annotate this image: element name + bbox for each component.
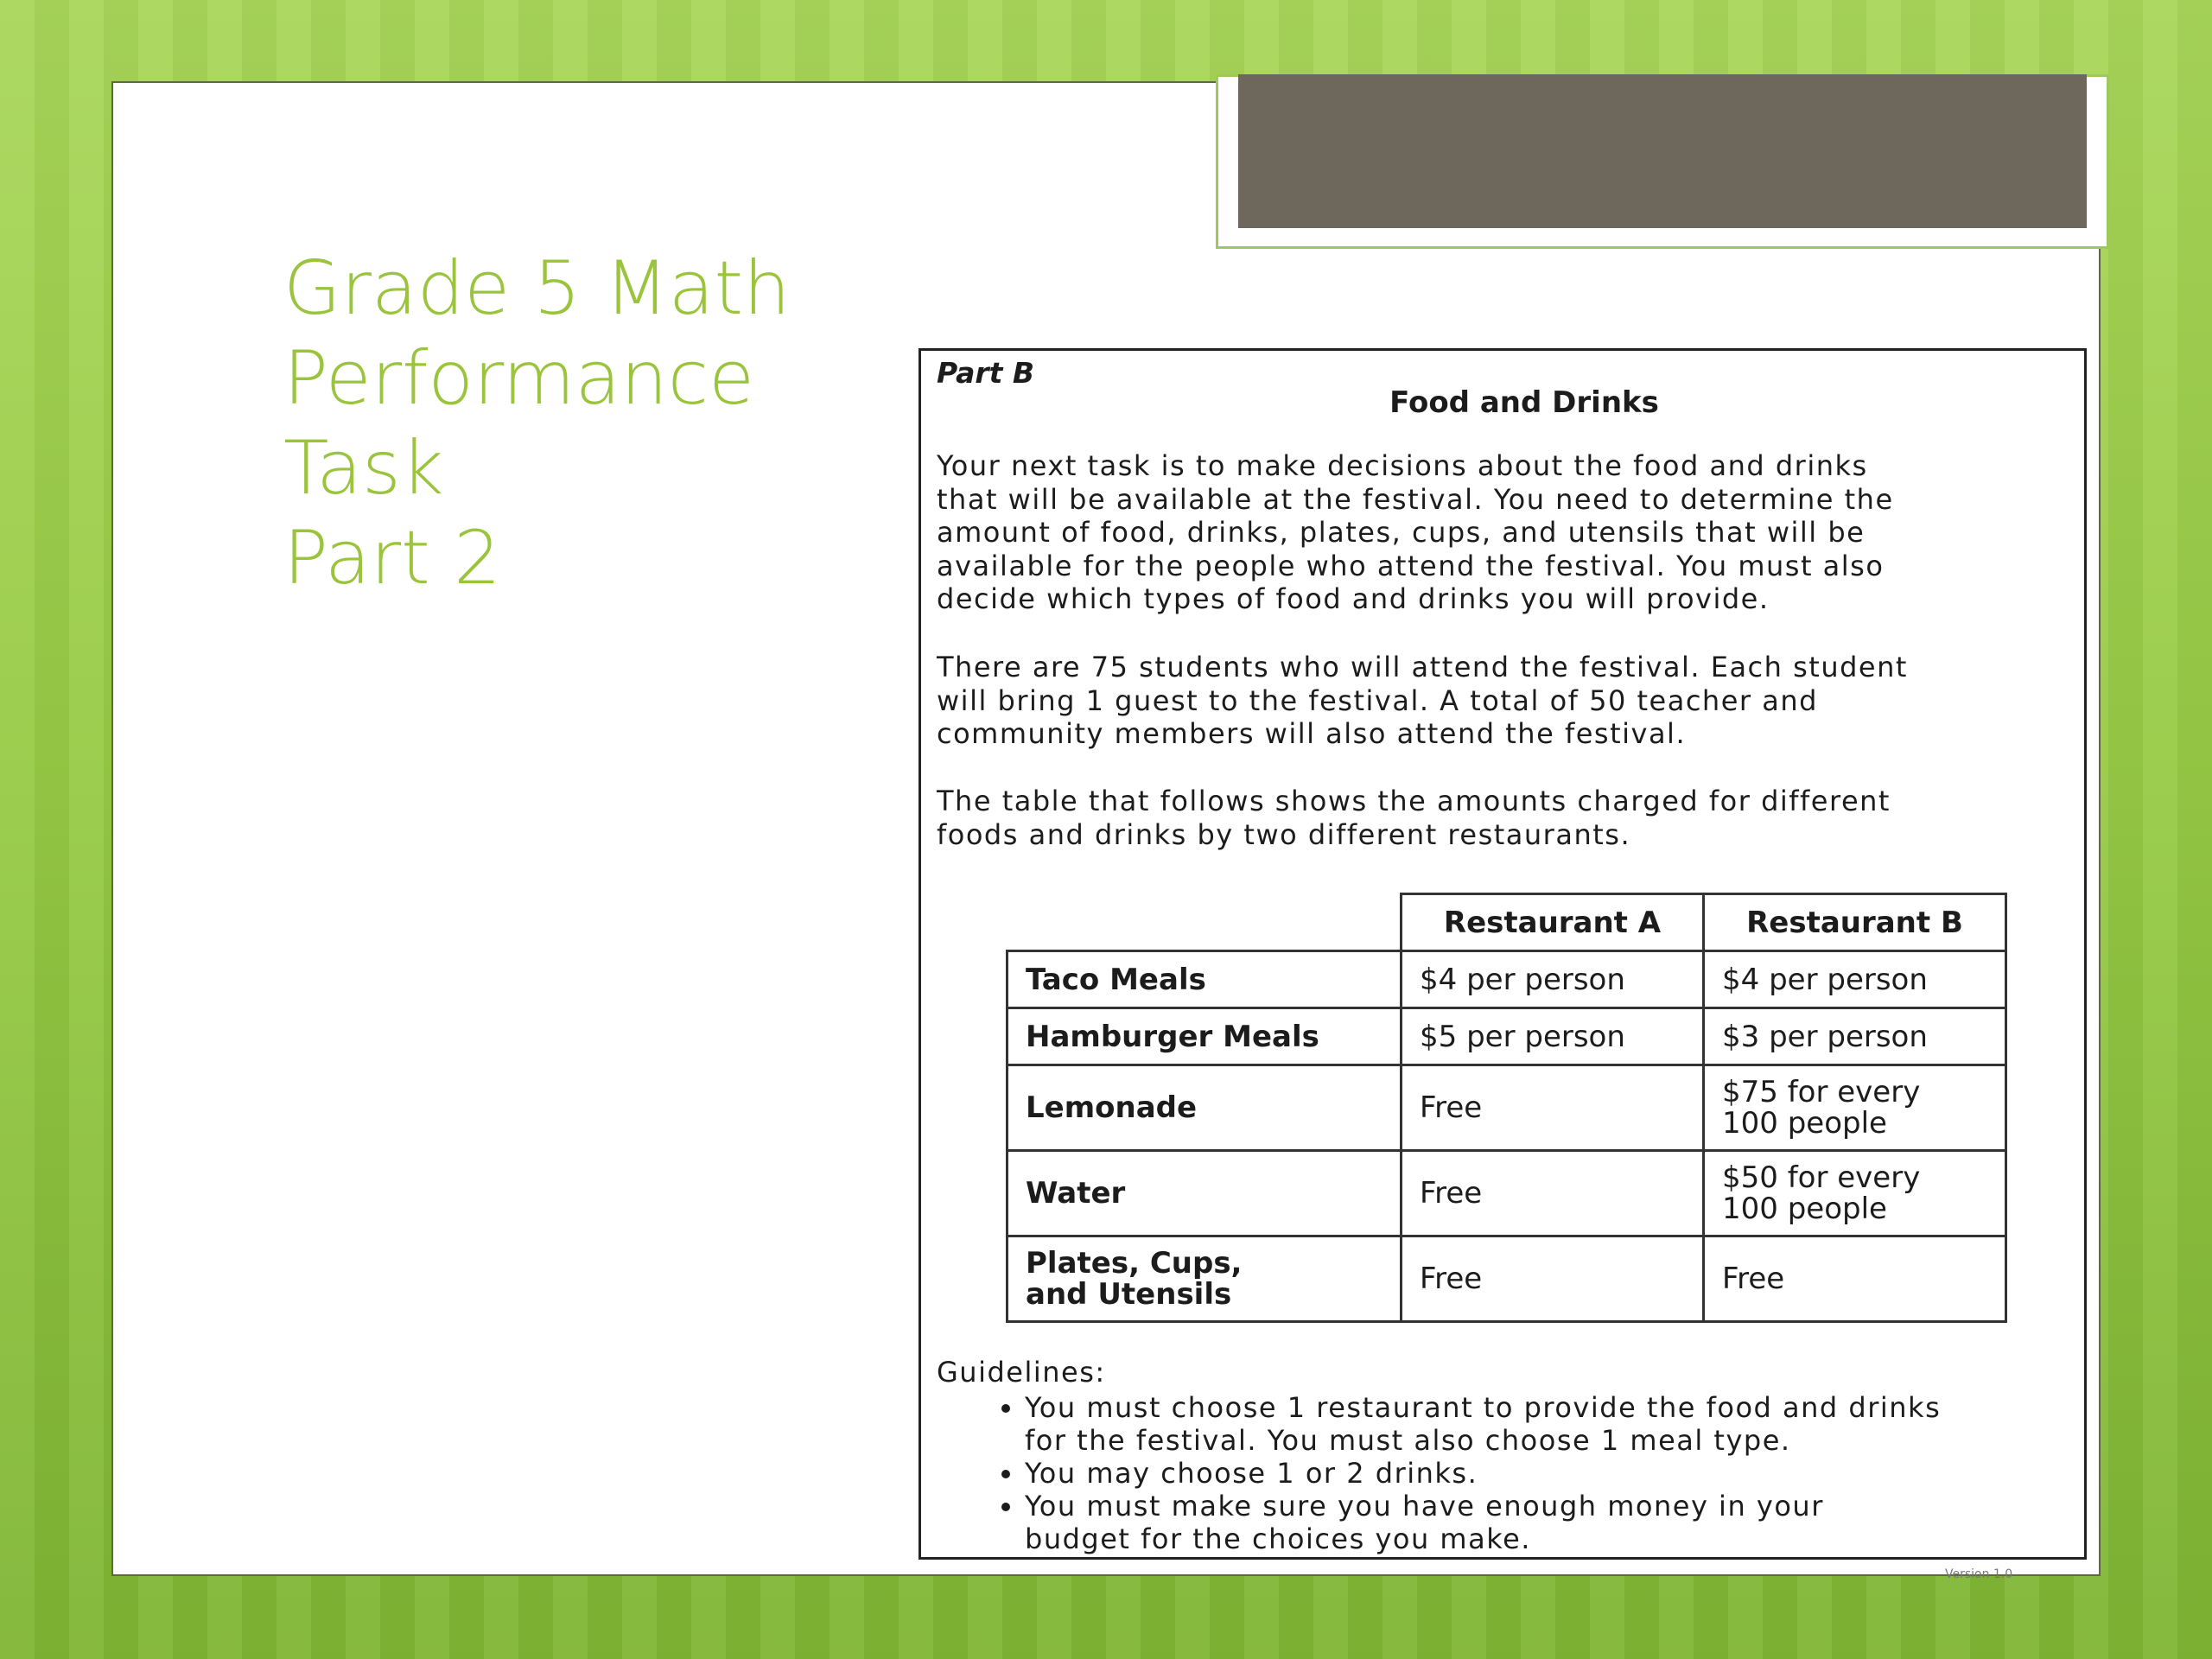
price-cell: Free: [1402, 1236, 1704, 1322]
paragraph-line: There are 75 students who will attend the festival. Each student: [937, 651, 1908, 683]
list-item: [1025, 1457, 2077, 1490]
price-cell: Free: [1704, 1236, 2006, 1322]
paragraph-line: The table that follows shows the amounts charged for different: [937, 785, 1891, 817]
list-item-line: • You may choose 1 or 2 drinks.: [1025, 1457, 1478, 1490]
guidelines-label: Guidelines:: [937, 1356, 1106, 1389]
decorative-tab: [1238, 74, 2087, 228]
column-header-restaurant-a: Restaurant A: [1402, 894, 1704, 951]
table-row: [1007, 1151, 2006, 1236]
slide-title-line: Performance: [283, 335, 754, 422]
list-item-line: for the festival. You must also choose 1 meal type.: [1025, 1424, 1791, 1457]
paragraph-line: Your next task is to make decisions about the food and drinks: [937, 449, 1868, 482]
intro-paragraph: [937, 449, 2069, 616]
list-item: [1025, 1490, 2077, 1555]
price-cell: Free: [1402, 1065, 1704, 1151]
price-cell: $4 per person: [1402, 951, 1704, 1008]
price-cell: Free: [1402, 1151, 1704, 1236]
list-item-line: • You must choose 1 restaurant to provide the food and drinks: [1025, 1391, 1942, 1424]
price-cell: $3 per person: [1704, 1008, 2006, 1065]
column-header-restaurant-b: Restaurant B: [1704, 894, 2006, 951]
guidelines-list: [937, 1391, 2077, 1555]
row-header: Water: [1007, 1151, 1402, 1236]
slide-title-line: Task: [283, 425, 444, 512]
slide-title-line: Grade 5 Math: [283, 245, 791, 332]
price-cell: $50 for every 100 people: [1704, 1151, 2006, 1236]
row-header: Taco Meals: [1007, 951, 1402, 1008]
paragraph-line: decide which types of food and drinks you will provide.: [937, 582, 1770, 615]
price-cell: $5 per person: [1402, 1008, 1704, 1065]
paragraph-line: amount of food, drinks, plates, cups, and utensils that will be: [937, 516, 1866, 549]
table-corner-cell: [1007, 894, 1402, 951]
table-header-row: [1007, 894, 2006, 951]
list-item-line: budget for the choices you make.: [1025, 1522, 1531, 1555]
document-heading: Food and Drinks: [1389, 385, 1659, 420]
row-header: Plates, Cups, and Utensils: [1007, 1236, 1402, 1322]
part-label: Part B: [937, 356, 1035, 390]
table-row: [1007, 1008, 2006, 1065]
row-header: Hamburger Meals: [1007, 1008, 1402, 1065]
paragraph-line: community members will also attend the festival.: [937, 717, 1687, 750]
price-cell: $75 for every 100 people: [1704, 1065, 2006, 1151]
list-item-line: • You must make sure you have enough money in your: [1025, 1490, 1824, 1522]
row-header: Lemonade: [1007, 1065, 1402, 1151]
table-intro-paragraph: [937, 785, 2069, 851]
document-image: [918, 348, 2087, 1560]
slide-title-line: Part 2: [283, 515, 501, 601]
version-footer: Version 1.0: [1945, 1567, 2013, 1581]
restaurant-price-table: [1006, 893, 2007, 1323]
paragraph-line: foods and drinks by two different restaurants.: [937, 817, 1631, 851]
table-row: [1007, 1065, 2006, 1151]
paragraph-line: that will be available at the festival. You need to determine the: [937, 482, 1894, 516]
table-row: [1007, 1236, 2006, 1322]
paragraph-line: available for the people who attend the festival. You must also: [937, 549, 1885, 582]
slide-title: [283, 244, 888, 603]
list-item: [1025, 1391, 2077, 1457]
price-cell: $4 per person: [1704, 951, 2006, 1008]
table-row: [1007, 951, 2006, 1008]
slide: [111, 81, 2101, 1581]
attendance-paragraph: [937, 651, 2069, 751]
paragraph-line: will bring 1 guest to the festival. A total of 50 teacher and: [937, 683, 1818, 717]
